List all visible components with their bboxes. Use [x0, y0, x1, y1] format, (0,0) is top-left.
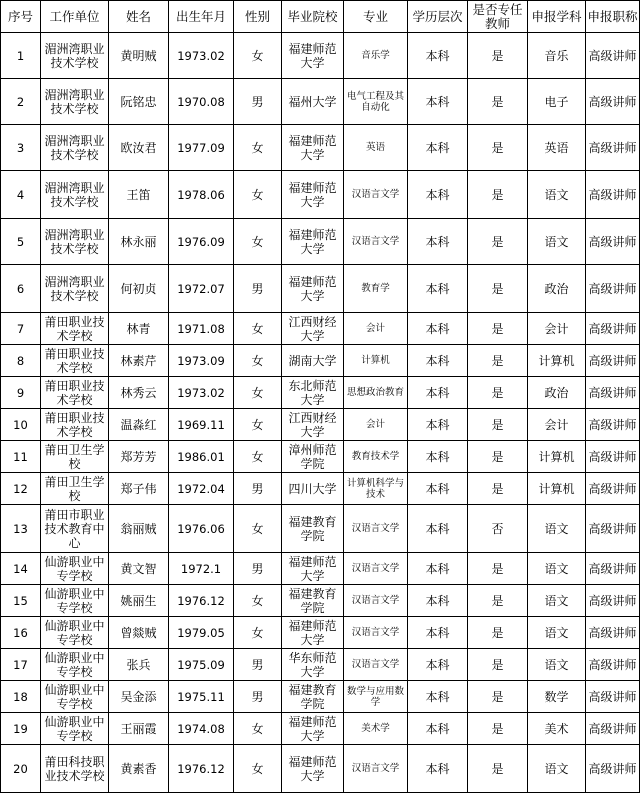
cell-birth: 1976.12: [169, 585, 234, 617]
cell-birth: 1976.09: [169, 219, 234, 265]
cell-gender: 女: [234, 345, 282, 377]
cell-fulltime: 是: [468, 79, 528, 125]
cell-gender: 女: [234, 617, 282, 649]
cell-title: 高级讲师: [586, 219, 640, 265]
cell-major: 计算机科学与技术: [344, 473, 408, 505]
cell-fulltime: 是: [468, 219, 528, 265]
cell-school: 福建教育学院: [282, 585, 344, 617]
table-row: [1, 745, 640, 793]
cell-fulltime: 是: [468, 345, 528, 377]
table-row: [1, 681, 640, 713]
cell-gender: 女: [234, 745, 282, 793]
cell-title: 高级讲师: [586, 681, 640, 713]
cell-seq: 4: [1, 171, 41, 219]
cell-title: 高级讲师: [586, 745, 640, 793]
cell-seq: 18: [1, 681, 41, 713]
cell-title: 高级讲师: [586, 33, 640, 79]
cell-school: 福建师范大学: [282, 125, 344, 171]
cell-title: 高级讲师: [586, 265, 640, 313]
table-row: [1, 553, 640, 585]
cell-degree: 本科: [408, 171, 468, 219]
cell-fulltime: 是: [468, 409, 528, 441]
cell-major: 汉语言文学: [344, 617, 408, 649]
cell-degree: 本科: [408, 745, 468, 793]
cell-birth: 1979.05: [169, 617, 234, 649]
cell-major: 计算机: [344, 345, 408, 377]
cell-employer: 仙游职业中专学校: [41, 553, 109, 585]
cell-subject: 计算机: [528, 441, 586, 473]
cell-birth: 1972.04: [169, 473, 234, 505]
cell-major: 汉语言文学: [344, 171, 408, 219]
header-birth: 出生年月: [169, 1, 234, 33]
cell-name: 何初贞: [109, 265, 169, 313]
header-row: [1, 1, 640, 33]
cell-school: 福建教育学院: [282, 505, 344, 553]
cell-school: 东北师范大学: [282, 377, 344, 409]
cell-title: 高级讲师: [586, 125, 640, 171]
cell-employer: 湄洲湾职业技术学校: [41, 125, 109, 171]
cell-name: 黄明贼: [109, 33, 169, 79]
cell-major: 思想政治教育: [344, 377, 408, 409]
cell-gender: 女: [234, 409, 282, 441]
cell-name: 阮铭忠: [109, 79, 169, 125]
cell-gender: 女: [234, 219, 282, 265]
cell-seq: 8: [1, 345, 41, 377]
table-row: [1, 441, 640, 473]
cell-major: 音乐学: [344, 33, 408, 79]
header-school: 毕业院校: [282, 1, 344, 33]
cell-seq: 16: [1, 617, 41, 649]
cell-employer: 莆田职业技术学校: [41, 377, 109, 409]
cell-major: 会计: [344, 409, 408, 441]
cell-school: 江西财经大学: [282, 313, 344, 345]
table-row: [1, 473, 640, 505]
cell-fulltime: 是: [468, 313, 528, 345]
cell-degree: 本科: [408, 313, 468, 345]
cell-name: 林秀云: [109, 377, 169, 409]
cell-name: 欧汝君: [109, 125, 169, 171]
table-row: [1, 79, 640, 125]
cell-seq: 9: [1, 377, 41, 409]
cell-name: 郑芳芳: [109, 441, 169, 473]
cell-title: 高级讲师: [586, 505, 640, 553]
cell-fulltime: 是: [468, 713, 528, 745]
cell-subject: 电子: [528, 79, 586, 125]
cell-gender: 女: [234, 505, 282, 553]
cell-seq: 17: [1, 649, 41, 681]
cell-fulltime: 是: [468, 681, 528, 713]
header-gender: 性别: [234, 1, 282, 33]
cell-subject: 语文: [528, 585, 586, 617]
cell-birth: 1973.02: [169, 377, 234, 409]
cell-school: 福建师范大学: [282, 33, 344, 79]
cell-employer: 莆田职业技术学校: [41, 313, 109, 345]
cell-gender: 女: [234, 313, 282, 345]
cell-major: 汉语言文学: [344, 505, 408, 553]
cell-gender: 男: [234, 681, 282, 713]
table-row: [1, 219, 640, 265]
cell-subject: 语文: [528, 171, 586, 219]
cell-gender: 女: [234, 441, 282, 473]
cell-degree: 本科: [408, 505, 468, 553]
cell-school: 福州大学: [282, 79, 344, 125]
cell-title: 高级讲师: [586, 345, 640, 377]
cell-gender: 男: [234, 265, 282, 313]
cell-subject: 语文: [528, 553, 586, 585]
table-row: [1, 617, 640, 649]
cell-fulltime: 是: [468, 441, 528, 473]
cell-gender: 女: [234, 171, 282, 219]
cell-subject: 英语: [528, 125, 586, 171]
cell-name: 吴金添: [109, 681, 169, 713]
cell-employer: 莆田卫生学校: [41, 473, 109, 505]
cell-birth: 1972.07: [169, 265, 234, 313]
cell-seq: 13: [1, 505, 41, 553]
cell-title: 高级讲师: [586, 617, 640, 649]
cell-gender: 男: [234, 473, 282, 505]
cell-school: 福建师范大学: [282, 553, 344, 585]
cell-fulltime: 否: [468, 505, 528, 553]
cell-degree: 本科: [408, 473, 468, 505]
cell-birth: 1974.08: [169, 713, 234, 745]
header-name: 姓名: [109, 1, 169, 33]
cell-degree: 本科: [408, 377, 468, 409]
cell-school: 福建师范大学: [282, 219, 344, 265]
cell-employer: 莆田职业技术学校: [41, 409, 109, 441]
table-row: [1, 409, 640, 441]
cell-employer: 湄洲湾职业技术学校: [41, 171, 109, 219]
table-row: [1, 649, 640, 681]
cell-degree: 本科: [408, 409, 468, 441]
cell-fulltime: 是: [468, 265, 528, 313]
cell-school: 福建师范大学: [282, 265, 344, 313]
cell-gender: 女: [234, 713, 282, 745]
cell-major: 英语: [344, 125, 408, 171]
cell-degree: 本科: [408, 681, 468, 713]
table-body: [1, 33, 640, 793]
cell-subject: 语文: [528, 505, 586, 553]
cell-title: 高级讲师: [586, 649, 640, 681]
cell-employer: 莆田职业技术学校: [41, 345, 109, 377]
cell-major: 教育技术学: [344, 441, 408, 473]
table-row: [1, 585, 640, 617]
cell-seq: 11: [1, 441, 41, 473]
cell-seq: 6: [1, 265, 41, 313]
cell-seq: 7: [1, 313, 41, 345]
cell-employer: 仙游职业中专学校: [41, 585, 109, 617]
cell-school: 四川大学: [282, 473, 344, 505]
cell-seq: 3: [1, 125, 41, 171]
cell-degree: 本科: [408, 649, 468, 681]
cell-degree: 本科: [408, 345, 468, 377]
header-fulltime: 是否专任教师: [468, 1, 528, 33]
cell-subject: 美术: [528, 713, 586, 745]
cell-subject: 计算机: [528, 345, 586, 377]
cell-name: 郑子伟: [109, 473, 169, 505]
cell-name: 林永丽: [109, 219, 169, 265]
header-degree: 学历层次: [408, 1, 468, 33]
cell-seq: 2: [1, 79, 41, 125]
cell-major: 数学与应用数学: [344, 681, 408, 713]
cell-birth: 1977.09: [169, 125, 234, 171]
cell-name: 林素芹: [109, 345, 169, 377]
cell-fulltime: 是: [468, 617, 528, 649]
cell-subject: 政治: [528, 377, 586, 409]
cell-school: 福建教育学院: [282, 681, 344, 713]
cell-birth: 1978.06: [169, 171, 234, 219]
cell-school: 福建师范大学: [282, 745, 344, 793]
cell-degree: 本科: [408, 125, 468, 171]
cell-employer: 仙游职业中专学校: [41, 681, 109, 713]
table-row: [1, 33, 640, 79]
cell-gender: 男: [234, 553, 282, 585]
header-seq: 序号: [1, 1, 41, 33]
cell-fulltime: 是: [468, 473, 528, 505]
cell-gender: 女: [234, 33, 282, 79]
cell-degree: 本科: [408, 441, 468, 473]
cell-major: 教育学: [344, 265, 408, 313]
cell-title: 高级讲师: [586, 377, 640, 409]
cell-seq: 19: [1, 713, 41, 745]
cell-name: 姚丽生: [109, 585, 169, 617]
cell-major: 汉语言文学: [344, 553, 408, 585]
cell-school: 福建师范大学: [282, 171, 344, 219]
cell-name: 温淼红: [109, 409, 169, 441]
cell-school: 华东师范大学: [282, 649, 344, 681]
cell-name: 张兵: [109, 649, 169, 681]
table-row: [1, 505, 640, 553]
cell-name: 曾燚贼: [109, 617, 169, 649]
cell-seq: 1: [1, 33, 41, 79]
cell-subject: 会计: [528, 313, 586, 345]
cell-birth: 1970.08: [169, 79, 234, 125]
cell-subject: 数学: [528, 681, 586, 713]
cell-seq: 12: [1, 473, 41, 505]
cell-birth: 1976.06: [169, 505, 234, 553]
cell-birth: 1975.09: [169, 649, 234, 681]
header-employer: 工作单位: [41, 1, 109, 33]
table-row: [1, 377, 640, 409]
cell-degree: 本科: [408, 553, 468, 585]
cell-employer: 莆田科技职业技术学校: [41, 745, 109, 793]
cell-birth: 1976.12: [169, 745, 234, 793]
cell-title: 高级讲师: [586, 553, 640, 585]
cell-title: 高级讲师: [586, 313, 640, 345]
table-row: [1, 125, 640, 171]
cell-name: 黄文智: [109, 553, 169, 585]
cell-employer: 湄洲湾职业技术学校: [41, 33, 109, 79]
cell-major: 汉语言文学: [344, 745, 408, 793]
cell-name: 黄素香: [109, 745, 169, 793]
cell-degree: 本科: [408, 585, 468, 617]
cell-major: 汉语言文学: [344, 649, 408, 681]
cell-subject: 语文: [528, 649, 586, 681]
cell-fulltime: 是: [468, 745, 528, 793]
cell-birth: 1969.11: [169, 409, 234, 441]
cell-school: 漳州师范学院: [282, 441, 344, 473]
cell-name: 林青: [109, 313, 169, 345]
cell-major: 汉语言文学: [344, 585, 408, 617]
cell-seq: 15: [1, 585, 41, 617]
cell-school: 湖南大学: [282, 345, 344, 377]
cell-subject: 政治: [528, 265, 586, 313]
cell-degree: 本科: [408, 33, 468, 79]
cell-subject: 会计: [528, 409, 586, 441]
cell-fulltime: 是: [468, 585, 528, 617]
header-title: 申报职称: [586, 1, 640, 33]
cell-fulltime: 是: [468, 377, 528, 409]
cell-name: 王笛: [109, 171, 169, 219]
cell-major: 汉语言文学: [344, 219, 408, 265]
cell-subject: 音乐: [528, 33, 586, 79]
cell-degree: 本科: [408, 713, 468, 745]
cell-subject: 语文: [528, 745, 586, 793]
table-row: [1, 171, 640, 219]
table-row: [1, 265, 640, 313]
cell-title: 高级讲师: [586, 171, 640, 219]
cell-birth: 1971.08: [169, 313, 234, 345]
cell-employer: 仙游职业中专学校: [41, 713, 109, 745]
cell-title: 高级讲师: [586, 79, 640, 125]
table-row: [1, 345, 640, 377]
cell-degree: 本科: [408, 617, 468, 649]
table-row: [1, 713, 640, 745]
cell-title: 高级讲师: [586, 473, 640, 505]
cell-major: 电气工程及其自动化: [344, 79, 408, 125]
cell-fulltime: 是: [468, 125, 528, 171]
cell-school: 福建师范大学: [282, 617, 344, 649]
cell-title: 高级讲师: [586, 441, 640, 473]
header-subject: 申报学科: [528, 1, 586, 33]
cell-fulltime: 是: [468, 553, 528, 585]
cell-subject: 语文: [528, 617, 586, 649]
cell-gender: 女: [234, 585, 282, 617]
cell-school: 福建师范大学: [282, 713, 344, 745]
cell-gender: 女: [234, 125, 282, 171]
cell-school: 江西财经大学: [282, 409, 344, 441]
cell-title: 高级讲师: [586, 585, 640, 617]
cell-title: 高级讲师: [586, 409, 640, 441]
cell-subject: 语文: [528, 219, 586, 265]
cell-degree: 本科: [408, 219, 468, 265]
cell-employer: 仙游职业中专学校: [41, 649, 109, 681]
cell-name: 翁丽贼: [109, 505, 169, 553]
cell-degree: 本科: [408, 79, 468, 125]
cell-title: 高级讲师: [586, 713, 640, 745]
cell-fulltime: 是: [468, 649, 528, 681]
cell-major: 美术学: [344, 713, 408, 745]
cell-gender: 女: [234, 377, 282, 409]
cell-subject: 计算机: [528, 473, 586, 505]
cell-name: 王丽霞: [109, 713, 169, 745]
cell-seq: 20: [1, 745, 41, 793]
cell-seq: 14: [1, 553, 41, 585]
cell-birth: 1986.01: [169, 441, 234, 473]
cell-gender: 男: [234, 649, 282, 681]
cell-employer: 仙游职业中专学校: [41, 617, 109, 649]
cell-fulltime: 是: [468, 33, 528, 79]
cell-seq: 5: [1, 219, 41, 265]
cell-employer: 湄洲湾职业技术学校: [41, 265, 109, 313]
cell-employer: 莆田卫生学校: [41, 441, 109, 473]
cell-employer: 莆田市职业技术教育中心: [41, 505, 109, 553]
table-row: [1, 313, 640, 345]
cell-employer: 湄洲湾职业技术学校: [41, 219, 109, 265]
cell-birth: 1973.09: [169, 345, 234, 377]
cell-fulltime: 是: [468, 171, 528, 219]
cell-gender: 男: [234, 79, 282, 125]
cell-major: 会计: [344, 313, 408, 345]
cell-seq: 10: [1, 409, 41, 441]
cell-birth: 1975.11: [169, 681, 234, 713]
cell-birth: 1973.02: [169, 33, 234, 79]
cell-degree: 本科: [408, 265, 468, 313]
header-major: 专业: [344, 1, 408, 33]
cell-employer: 湄洲湾职业技术学校: [41, 79, 109, 125]
cell-birth: 1972.1: [169, 553, 234, 585]
